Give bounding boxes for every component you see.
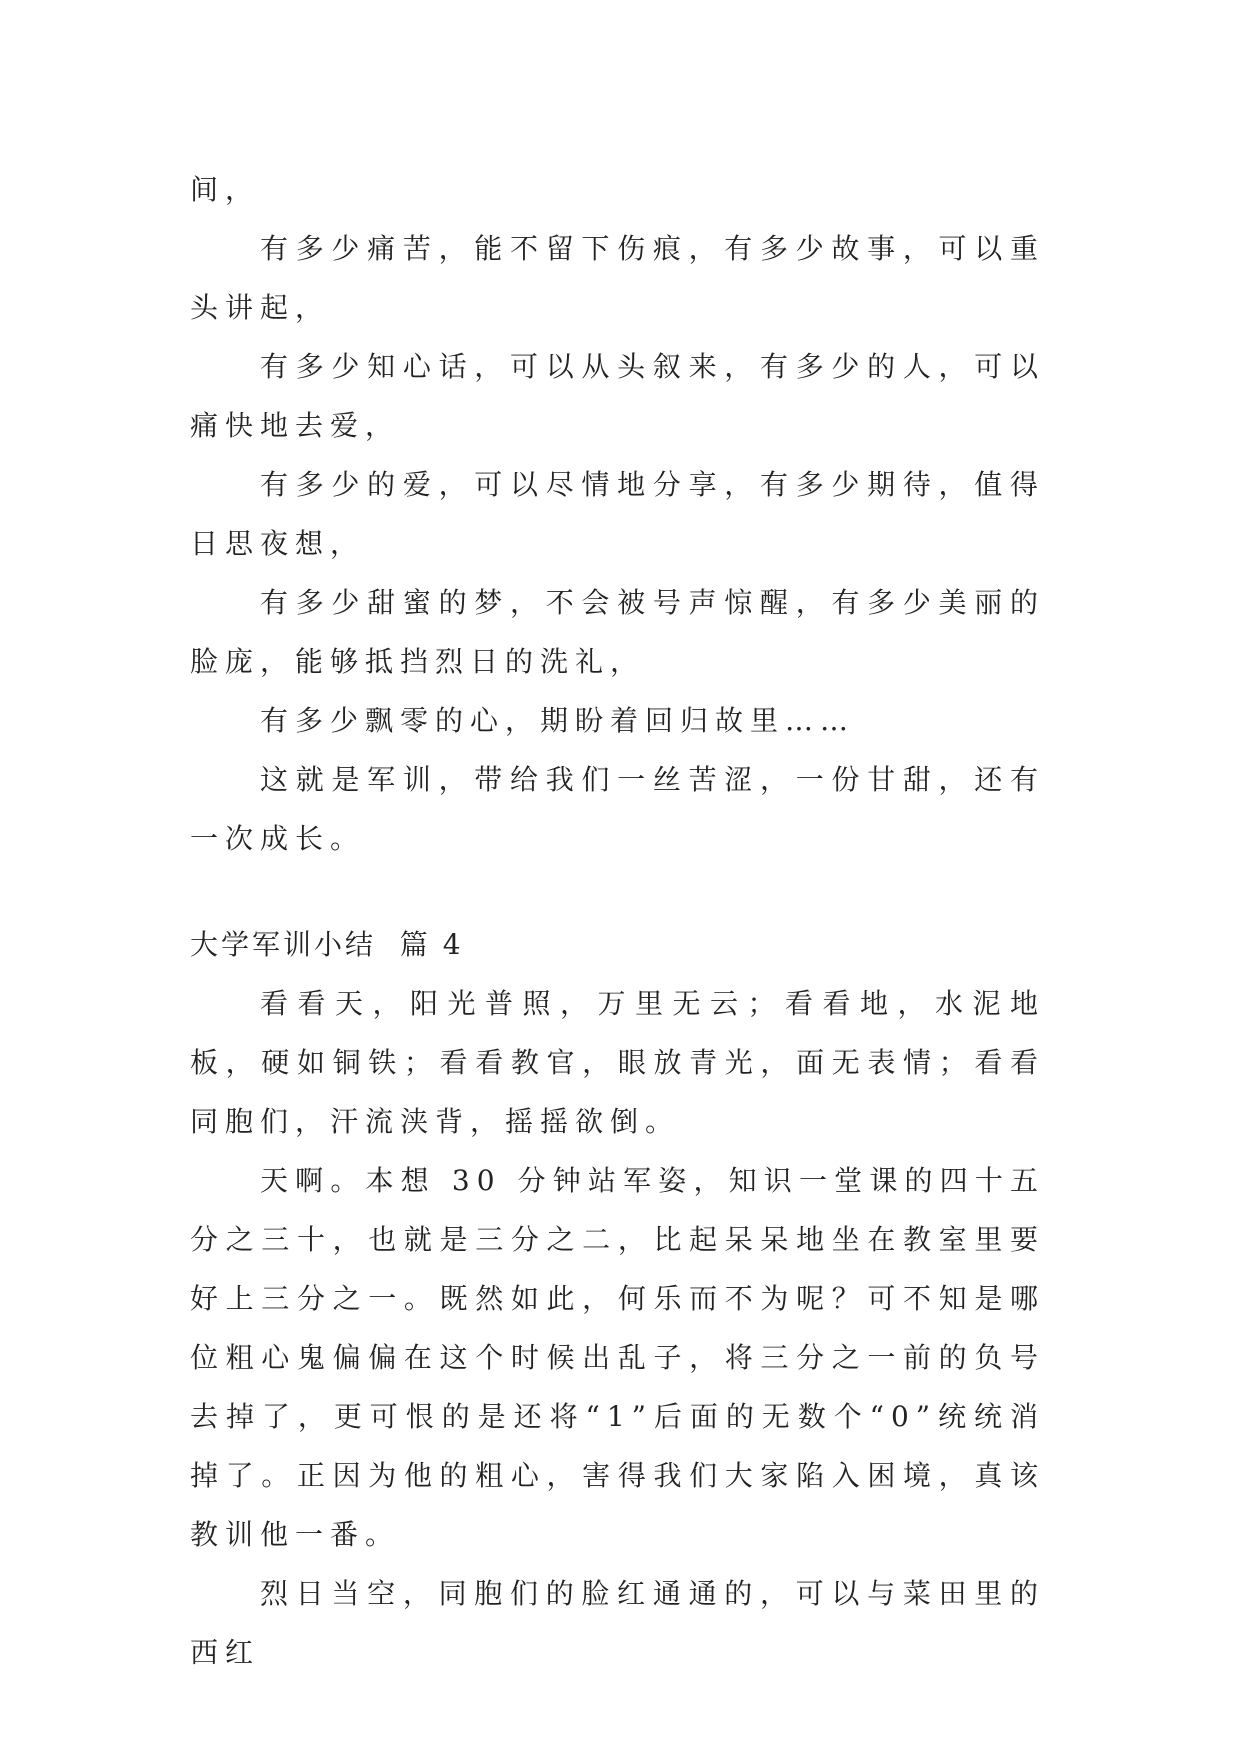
paragraph: 有多少甜蜜的梦，不会被号声惊醒，有多少美丽的脸庞，能够抵挡烈日的洗礼， [190, 586, 1045, 678]
paragraph: 有多少飘零的心，期盼着回归故里…… [260, 704, 856, 737]
paragraph: 有多少痛苦，能不留下伤痕，有多少故事，可以重头讲起， [190, 232, 1045, 324]
paragraph: 有多少知心话，可以从头叙来，有多少的人，可以痛快地去爱， [190, 350, 1045, 442]
paragraph: 天啊。本想 30 分钟站军姿，知识一堂课的四十五分之三十，也就是三分之二，比起呆呆地坐在教室里要好上三分之一。既然如此，何乐而不为呢？可不知是哪位粗心鬼偏偏在这个时候出乱子，将三分之一前的负号去掉了，更可恨的是还将“1”后面的无数个“0”统统消掉了。正因为他的粗心，害得我们大家陷入困境，真该教训他一番。 [190, 1164, 1045, 1551]
paragraph: 烈日当空，同胞们的脸红通通的，可以与菜田里的西红 [190, 1577, 1045, 1669]
paragraph: 有多少的爱，可以尽情地分享，有多少期待，值得日思夜想， [190, 468, 1045, 560]
section-title: 大学军训小结 篇 4 [190, 928, 464, 961]
document-body [190, 160, 1045, 1682]
paragraph-continuation: 间， [190, 173, 261, 206]
paragraph: 看看天，阳光普照，万里无云；看看地，水泥地板，硬如铜铁；看看教官，眼放青光，面无表情；看看同胞们，汗流浃背，摇摇欲倒。 [190, 987, 1045, 1138]
paragraph: 这就是军训，带给我们一丝苦涩，一份甘甜，还有一次成长。 [190, 763, 1045, 855]
